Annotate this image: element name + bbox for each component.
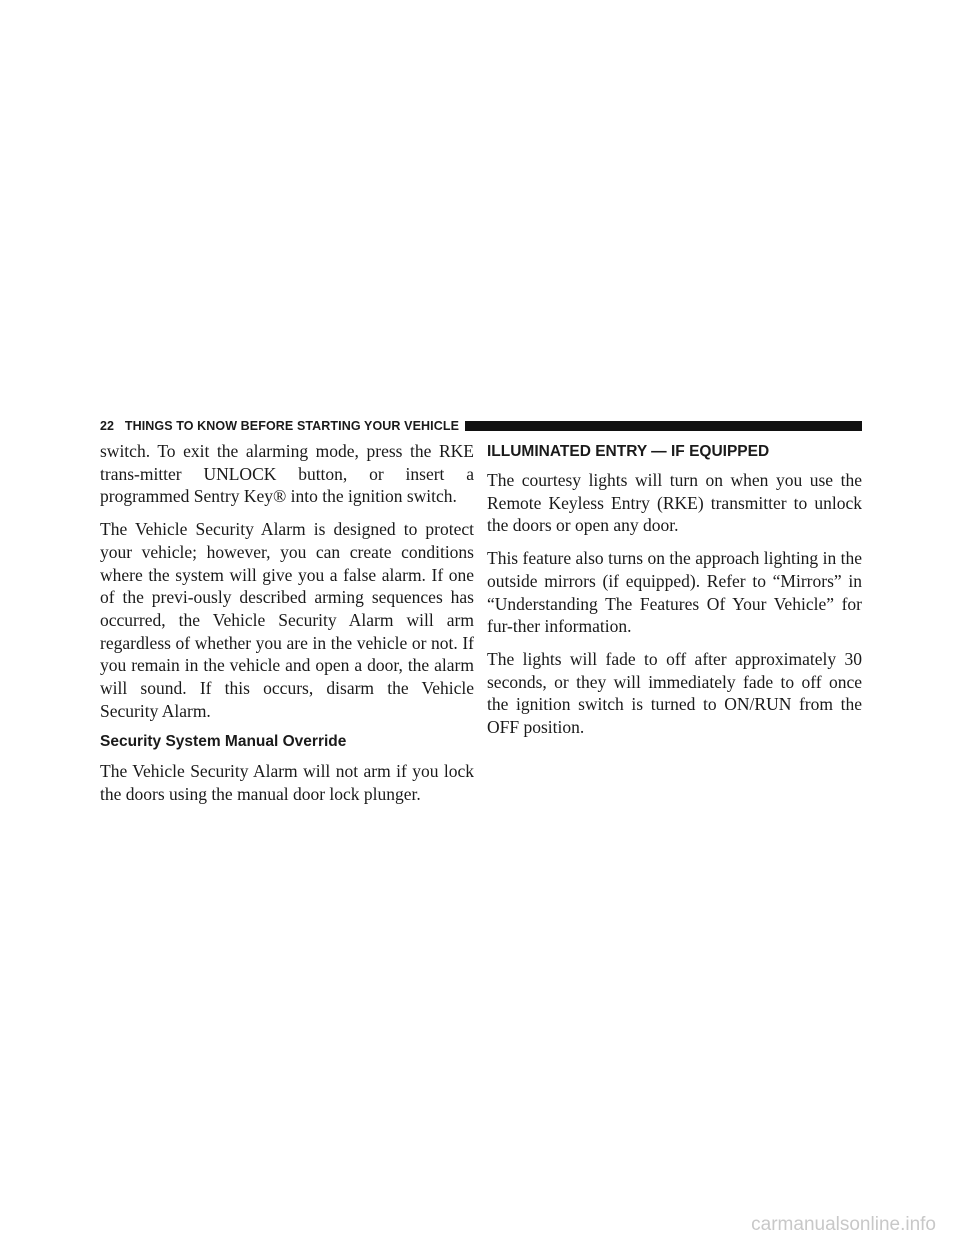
section-heading-illuminated-entry: ILLUMINATED ENTRY — IF EQUIPPED: [487, 443, 770, 460]
left-column: [100, 440, 474, 816]
paragraph: switch. To exit the alarming mode, press the RKE trans-mitter UNLOCK button, or insert a programmed Sentry Key® into the ignition switch.: [100, 441, 474, 507]
watermark: carmanualsonline.info: [751, 1214, 936, 1235]
paragraph: The courtesy lights will turn on when you use the Remote Keyless Entry (RKE) transmitter to unlock the doors or open any door.: [487, 470, 862, 536]
right-column: [487, 440, 862, 749]
page-header: [100, 418, 862, 434]
header-title: THINGS TO KNOW BEFORE STARTING YOUR VEHICLE: [124, 419, 460, 433]
page-number: 22: [100, 419, 115, 433]
paragraph: The Vehicle Security Alarm is designed to protect your vehicle; however, you can create conditions where the system will give you a false alarm. If one of the previ-ously described arming sequences has occurred, the Vehicle Security Alarm will arm regardless of whether you are in the vehicle or not. If you remain in the vehicle and open a door, the alarm will sound. If this occurs, disarm the Vehicle Security Alarm.: [100, 519, 474, 721]
subheading-manual-override: Security System Manual Override: [100, 733, 347, 751]
running-header: [100, 418, 459, 434]
paragraph: The lights will fade to off after approximately 30 seconds, or they will immediately fade to off once the ignition switch is turned to ON/RUN from the OFF position.: [487, 648, 862, 738]
paragraph: The Vehicle Security Alarm will not arm if you lock the doors using the manual door lock plunger.: [100, 761, 474, 805]
paragraph: This feature also turns on the approach lighting in the outside mirrors (if equipped). Refer to “Mirrors” in “Understanding The Features Of Your Vehicle” for fur-ther information.: [487, 548, 862, 637]
header-rule: [465, 421, 862, 431]
